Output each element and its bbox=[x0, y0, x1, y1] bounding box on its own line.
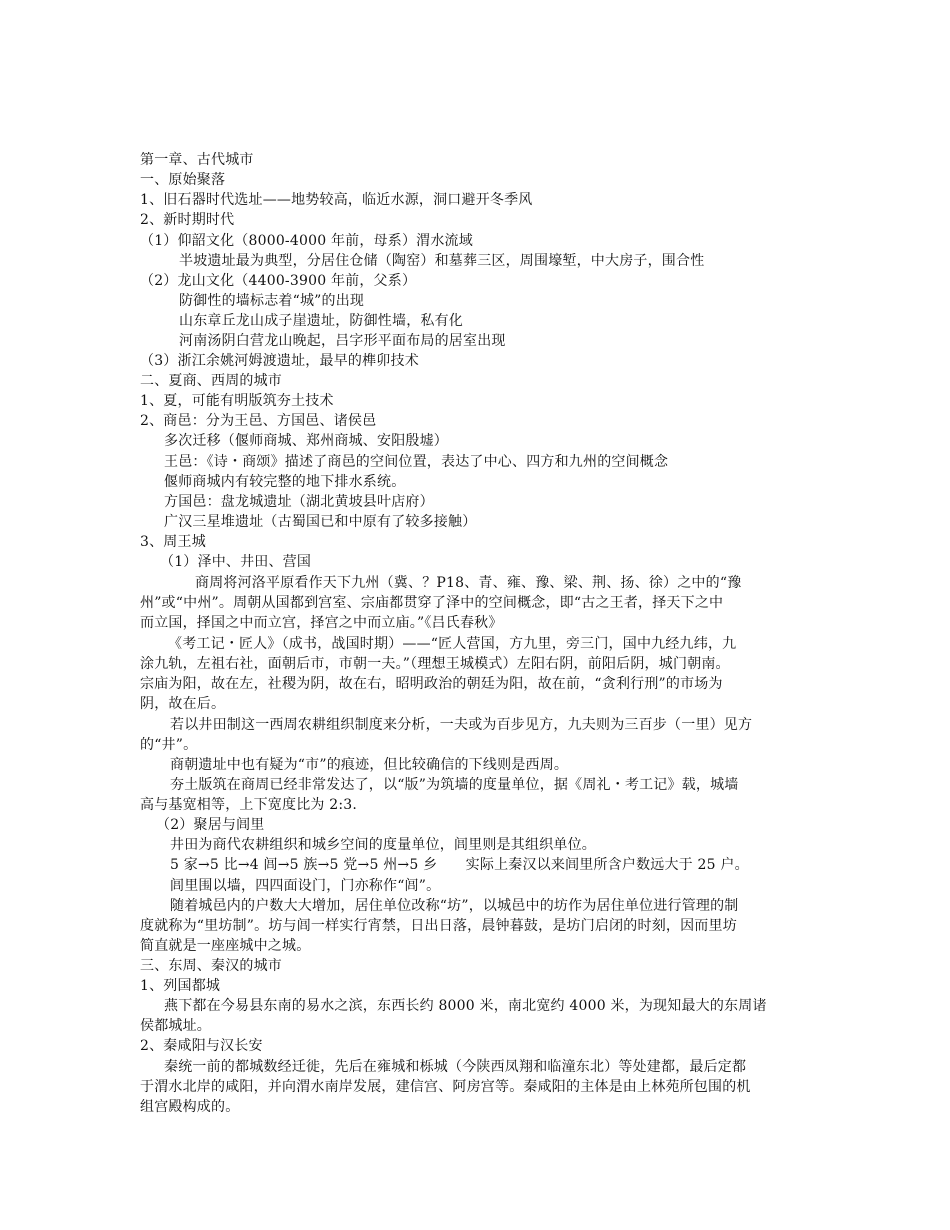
text-line: 侯都城址。 bbox=[140, 1018, 211, 1034]
text-line: 商周将河洛平原看作天下九州（冀、？P18、青、雍、豫、梁、荆、扬、徐）之中的“豫 bbox=[195, 575, 742, 591]
text-line: 度就称为“里坊制”。坊与闾一样实行宵禁，日出日落，晨钟暮鼓，是坊门启闭的时刻，因而里坊 bbox=[140, 918, 737, 934]
text-line: （1）仰韶文化（8000-4000 年前，母系）渭水流域 bbox=[140, 233, 473, 249]
chapter-title: 第一章、古代城市 bbox=[140, 152, 254, 168]
text-line: 而立国，择国之中而立宫，择宫之中而立庙。”《吕氏春秋》 bbox=[140, 615, 503, 631]
text-line: 简直就是一座座城中之城。 bbox=[140, 938, 311, 954]
text-line: 宗庙为阳，故在左，社稷为阴，故在右，昭明政治的朝廷为阳，故在前，“贪利行刑”的市场为 bbox=[140, 676, 723, 692]
text-line: 2、商邑：分为王邑、方国邑、诸侯邑 bbox=[140, 413, 377, 429]
text-line: 河南汤阴白营龙山晚起，吕字形平面布局的居室出现 bbox=[179, 333, 506, 349]
text-line: 1、旧石器时代选址——地势较高，临近水源，洞口避开冬季风 bbox=[140, 192, 533, 208]
text-line: （1）泽中、井田、营国 bbox=[160, 554, 312, 570]
text-line: 阴，故在后。 bbox=[140, 696, 226, 712]
text-line: 组宫殿构成的。 bbox=[140, 1099, 240, 1115]
text-line: （2）龙山文化（4400-3900 年前，父系） bbox=[140, 273, 417, 289]
text-line: 夯土版筑在商周已经非常发达了，以“版”为筑墙的度量单位，据《周礼・考工记》载，城墙 bbox=[170, 777, 739, 793]
text-line: 多次迁移（偃师商城、郑州商城、安阳殷墟） bbox=[164, 433, 448, 449]
text-line: 1、列国都城 bbox=[140, 978, 221, 994]
text-line: 于渭水北岸的咸阳，并向渭水南岸发展，建信宫、阿房宫等。秦咸阳的主体是由上林苑所包围的机 bbox=[140, 1079, 751, 1095]
text-line: 山东章丘龙山成子崖遗址，防御性墙，私有化 bbox=[179, 313, 463, 329]
text-line: 闾里围以墙，四四面设门，门亦称作“闾”。 bbox=[170, 878, 441, 894]
text-line: 3、周王城 bbox=[140, 534, 206, 550]
text-line: 防御性的墙标志着“城”的出现 bbox=[179, 293, 365, 309]
text-line: 王邑：《诗・商颂》描述了商邑的空间位置，表达了中心、四方和九州的空间概念 bbox=[164, 454, 669, 470]
text-line: 井田为商代农耕组织和城乡空间的度量单位，闾里则是其组织单位。 bbox=[170, 837, 596, 853]
text-line: 州”或“中州”。周朝从国都到宫室、宗庙都贯穿了泽中的空间概念，即“古之王者，择天下之中 bbox=[140, 595, 724, 611]
text-line: 商朝遗址中也有疑为“市”的痕迹，但比较确信的下线则是西周。 bbox=[170, 757, 569, 773]
text-line: 2、秦咸阳与汉长安 bbox=[140, 1038, 263, 1054]
text-line: 的“井”。 bbox=[140, 737, 198, 753]
text-line: 若以井田制这一西周农耕组织制度来分析，一夫或为百步见方，九夫则为三百步（一里）见方 bbox=[170, 717, 753, 733]
text-line: 偃师商城内有较完整的地下排水系统。 bbox=[164, 474, 406, 490]
section-heading: 二、夏商、西周的城市 bbox=[140, 373, 282, 389]
text-line: 2、新时期时代 bbox=[140, 212, 235, 228]
text-line: 方国邑：盘龙城遗址（湖北黄坡县叶店府） bbox=[164, 494, 434, 510]
text-line: 燕下都在今易县东南的易水之滨，东西长约 8000 米，南北宽约 4000 米，为现知最大的东周诸 bbox=[164, 998, 767, 1014]
text-line: 涂九轨，左祖右社，面朝后市，市朝一夫。”（理想王城模式）左阳右阴，前阳后阴，城门朝南。 bbox=[140, 656, 730, 672]
text-line: 1、夏，可能有明版筑夯土技术 bbox=[140, 393, 334, 409]
section-heading: 三、东周、秦汉的城市 bbox=[140, 958, 282, 974]
text-line: （2）聚居与闾里 bbox=[156, 817, 265, 833]
text-line: 《考工记・匠人》（成书，战国时期）——“匠人营国，方九里，旁三门，国中九经九纬，九 bbox=[168, 636, 737, 652]
text-line: 广汉三星堆遗址（古蜀国已和中原有了较多接触） bbox=[164, 514, 477, 530]
text-line: 秦统一前的都城数经迁徙，先后在雍城和栎城（今陕西凤翔和临潼东北）等处建都，最后定都 bbox=[164, 1059, 747, 1075]
text-line: （3）浙江余姚河姆渡遗址，最早的榫卯技术 bbox=[140, 353, 419, 369]
text-line: 随着城邑内的户数大大增加，居住单位改称“坊”，以城邑中的坊作为居住单位进行管理的制 bbox=[170, 898, 739, 914]
section-heading: 一、原始聚落 bbox=[140, 172, 226, 188]
text-line: 高与基宽相等，上下宽度比为 2:3. bbox=[140, 797, 358, 813]
text-line: 半坡遗址最为典型，分居住仓储（陶窑）和墓葬三区，周围壕堑，中大房子，围合性 bbox=[179, 253, 705, 269]
text-line: 5 家→5 比→4 闾→5 族→5 党→5 州→5 乡 实际上秦汉以来闾里所含户数远大于 25 户。 bbox=[170, 857, 749, 873]
